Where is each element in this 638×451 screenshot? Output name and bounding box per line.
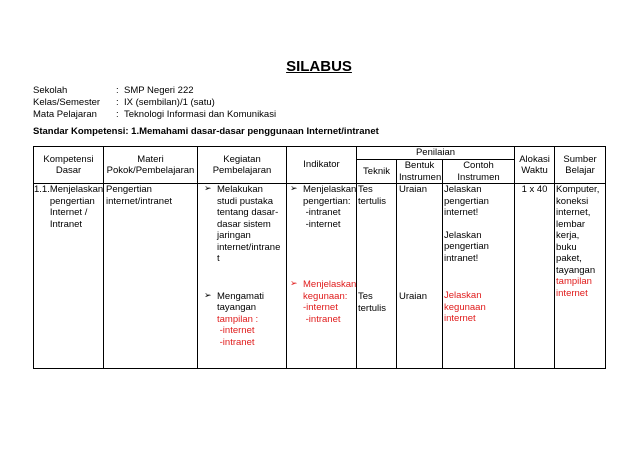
materi-line: Pengertian: [106, 184, 152, 195]
sumber-line: buku paket,: [556, 241, 582, 264]
sumber-line-highlight: internet: [556, 287, 588, 299]
sumber-line: Komputer,: [556, 184, 600, 195]
cell-alokasi: [515, 184, 555, 349]
spacer-cell: [357, 348, 397, 369]
info-value: SMP Negeri 222: [124, 85, 194, 96]
cell-indikator: [287, 184, 357, 349]
header-row-1: [34, 147, 606, 160]
cell-contoh: [443, 184, 515, 349]
contoh-line-highlight: kegunaan: [444, 301, 486, 313]
header-alokasi: Alokasi Waktu: [515, 147, 555, 184]
kegiatan-line: internet/intrane: [217, 241, 281, 253]
header-kegiatan: Kegiatan Pembelajaran: [198, 147, 287, 184]
contoh-line: intranet!: [444, 252, 479, 264]
teknik-line: tertulis: [358, 195, 386, 207]
spacer-cell: [397, 348, 443, 369]
document-title: SILABUS: [286, 58, 352, 75]
cell-teknik: [357, 184, 397, 349]
indikator-line: -internet: [303, 218, 341, 230]
header-penilaian: Penilaian: [357, 147, 515, 160]
sumber-line: tayangan: [556, 264, 596, 276]
kegiatan-item-1: [204, 184, 284, 265]
contoh-line: pengertian: [444, 195, 489, 207]
cell-kd: [34, 184, 104, 349]
teknik-line: Tes: [358, 184, 373, 195]
kegiatan-line: ➢ Melakukan: [217, 184, 263, 195]
indikator-line: pengertian:: [303, 195, 351, 207]
kegiatan-line: studi pustaka: [217, 195, 273, 207]
spacer-cell: [198, 348, 287, 369]
header-kd: Kompetensi Dasar: [34, 147, 104, 184]
kd-number: 1.1.: [34, 184, 50, 195]
kegiatan-line: ➢ Mengamati: [217, 290, 264, 302]
sumber-line: internet,: [556, 207, 591, 218]
indikator-line: -intranet: [303, 207, 341, 218]
kegiatan-line-highlight: -internet: [217, 325, 255, 336]
info-row-subject: [33, 109, 276, 121]
indikator-line-highlight: -internet: [303, 302, 338, 313]
spacer-cell: [287, 348, 357, 369]
info-row-school: [33, 85, 276, 97]
spacer-cell: [104, 348, 198, 369]
indikator-line-highlight: -intranet: [303, 313, 341, 325]
kd-line: Intranet: [49, 218, 83, 230]
sumber-line: lembar kerja,: [556, 218, 586, 241]
kd-text: [50, 184, 103, 230]
cell-kegiatan: [198, 184, 287, 349]
syllabus-table: [33, 146, 606, 369]
contoh-line: Jelaskan: [444, 184, 482, 195]
kegiatan-line: tentang dasar-: [217, 207, 279, 218]
info-value: Teknologi Informasi dan Komunikasi: [124, 109, 277, 120]
info-label: Mata Pelajaran: [33, 109, 97, 120]
info-colon: :: [116, 97, 119, 108]
spacer-cell: [443, 348, 515, 369]
header-bentuk: Bentuk Instrumen: [397, 160, 443, 184]
info-value: IX (sembilan)/1 (satu): [124, 97, 215, 108]
header-indikator: Indikator: [287, 147, 357, 184]
info-label: Sekolah: [33, 85, 68, 96]
alokasi-value: 1 x 40: [521, 184, 548, 195]
indikator-line-highlight: kegunaan:: [303, 290, 348, 302]
kegiatan-item-2: [204, 291, 284, 349]
kegiatan-line-highlight: -intranet: [217, 336, 255, 348]
bentuk-line: Uraian: [399, 184, 427, 195]
table-row: [34, 184, 606, 349]
spacer-cell: [515, 348, 555, 369]
contoh-line-highlight: Jelaskan: [444, 290, 482, 301]
kegiatan-line: tayangan: [217, 302, 257, 313]
contoh-line: pengertian: [444, 241, 489, 252]
table-row-spacer: [34, 348, 606, 369]
contoh-line: Jelaskan: [444, 229, 482, 241]
school-info: [33, 85, 276, 121]
teknik-line: tertulis: [358, 302, 386, 314]
standard-competency: Standar Kompetensi: 1.Memahami dasar-dasar penggunaan Internet/intranet: [33, 126, 379, 137]
info-colon: :: [116, 85, 119, 96]
sumber-line: koneksi: [556, 195, 589, 207]
contoh-line: internet!: [444, 207, 479, 218]
kegiatan-line: jaringan: [217, 230, 251, 241]
indikator-item-2: [290, 279, 357, 325]
kegiatan-line-highlight: tampilan :: [217, 313, 259, 325]
kd-line: Internet /: [49, 207, 88, 218]
bentuk-line: Uraian: [399, 290, 427, 302]
cell-sumber: [555, 184, 606, 349]
materi-line: internet/intranet: [106, 195, 173, 207]
spacer-cell: [555, 348, 606, 369]
cell-bentuk: [397, 184, 443, 349]
indikator-line: ➢ Menjelaskan: [303, 184, 357, 195]
header-materi: Materi Pokok/Pembelajaran: [104, 147, 198, 184]
kegiatan-line: t: [217, 253, 220, 264]
info-label: Kelas/Semester: [33, 97, 101, 108]
info-row-class: [33, 97, 276, 109]
indikator-item-1: [290, 184, 357, 230]
sumber-line-highlight: tampilan: [556, 276, 592, 287]
cell-materi: [104, 184, 198, 349]
header-sumber: Sumber Belajar: [555, 147, 606, 184]
header-contoh: Contoh Instrumen: [443, 160, 515, 184]
spacer-cell: [34, 348, 104, 369]
info-colon: :: [116, 109, 119, 120]
teknik-line: Tes: [358, 291, 373, 302]
kd-line: pengertian: [49, 195, 95, 207]
kegiatan-line: dasar sistem: [217, 218, 271, 230]
header-teknik: Teknik: [357, 160, 397, 184]
kd-line: Menjelaskan: [49, 184, 104, 195]
indikator-line-highlight: ➢ Menjelaskan: [303, 279, 357, 290]
contoh-line-highlight: internet: [444, 313, 476, 324]
